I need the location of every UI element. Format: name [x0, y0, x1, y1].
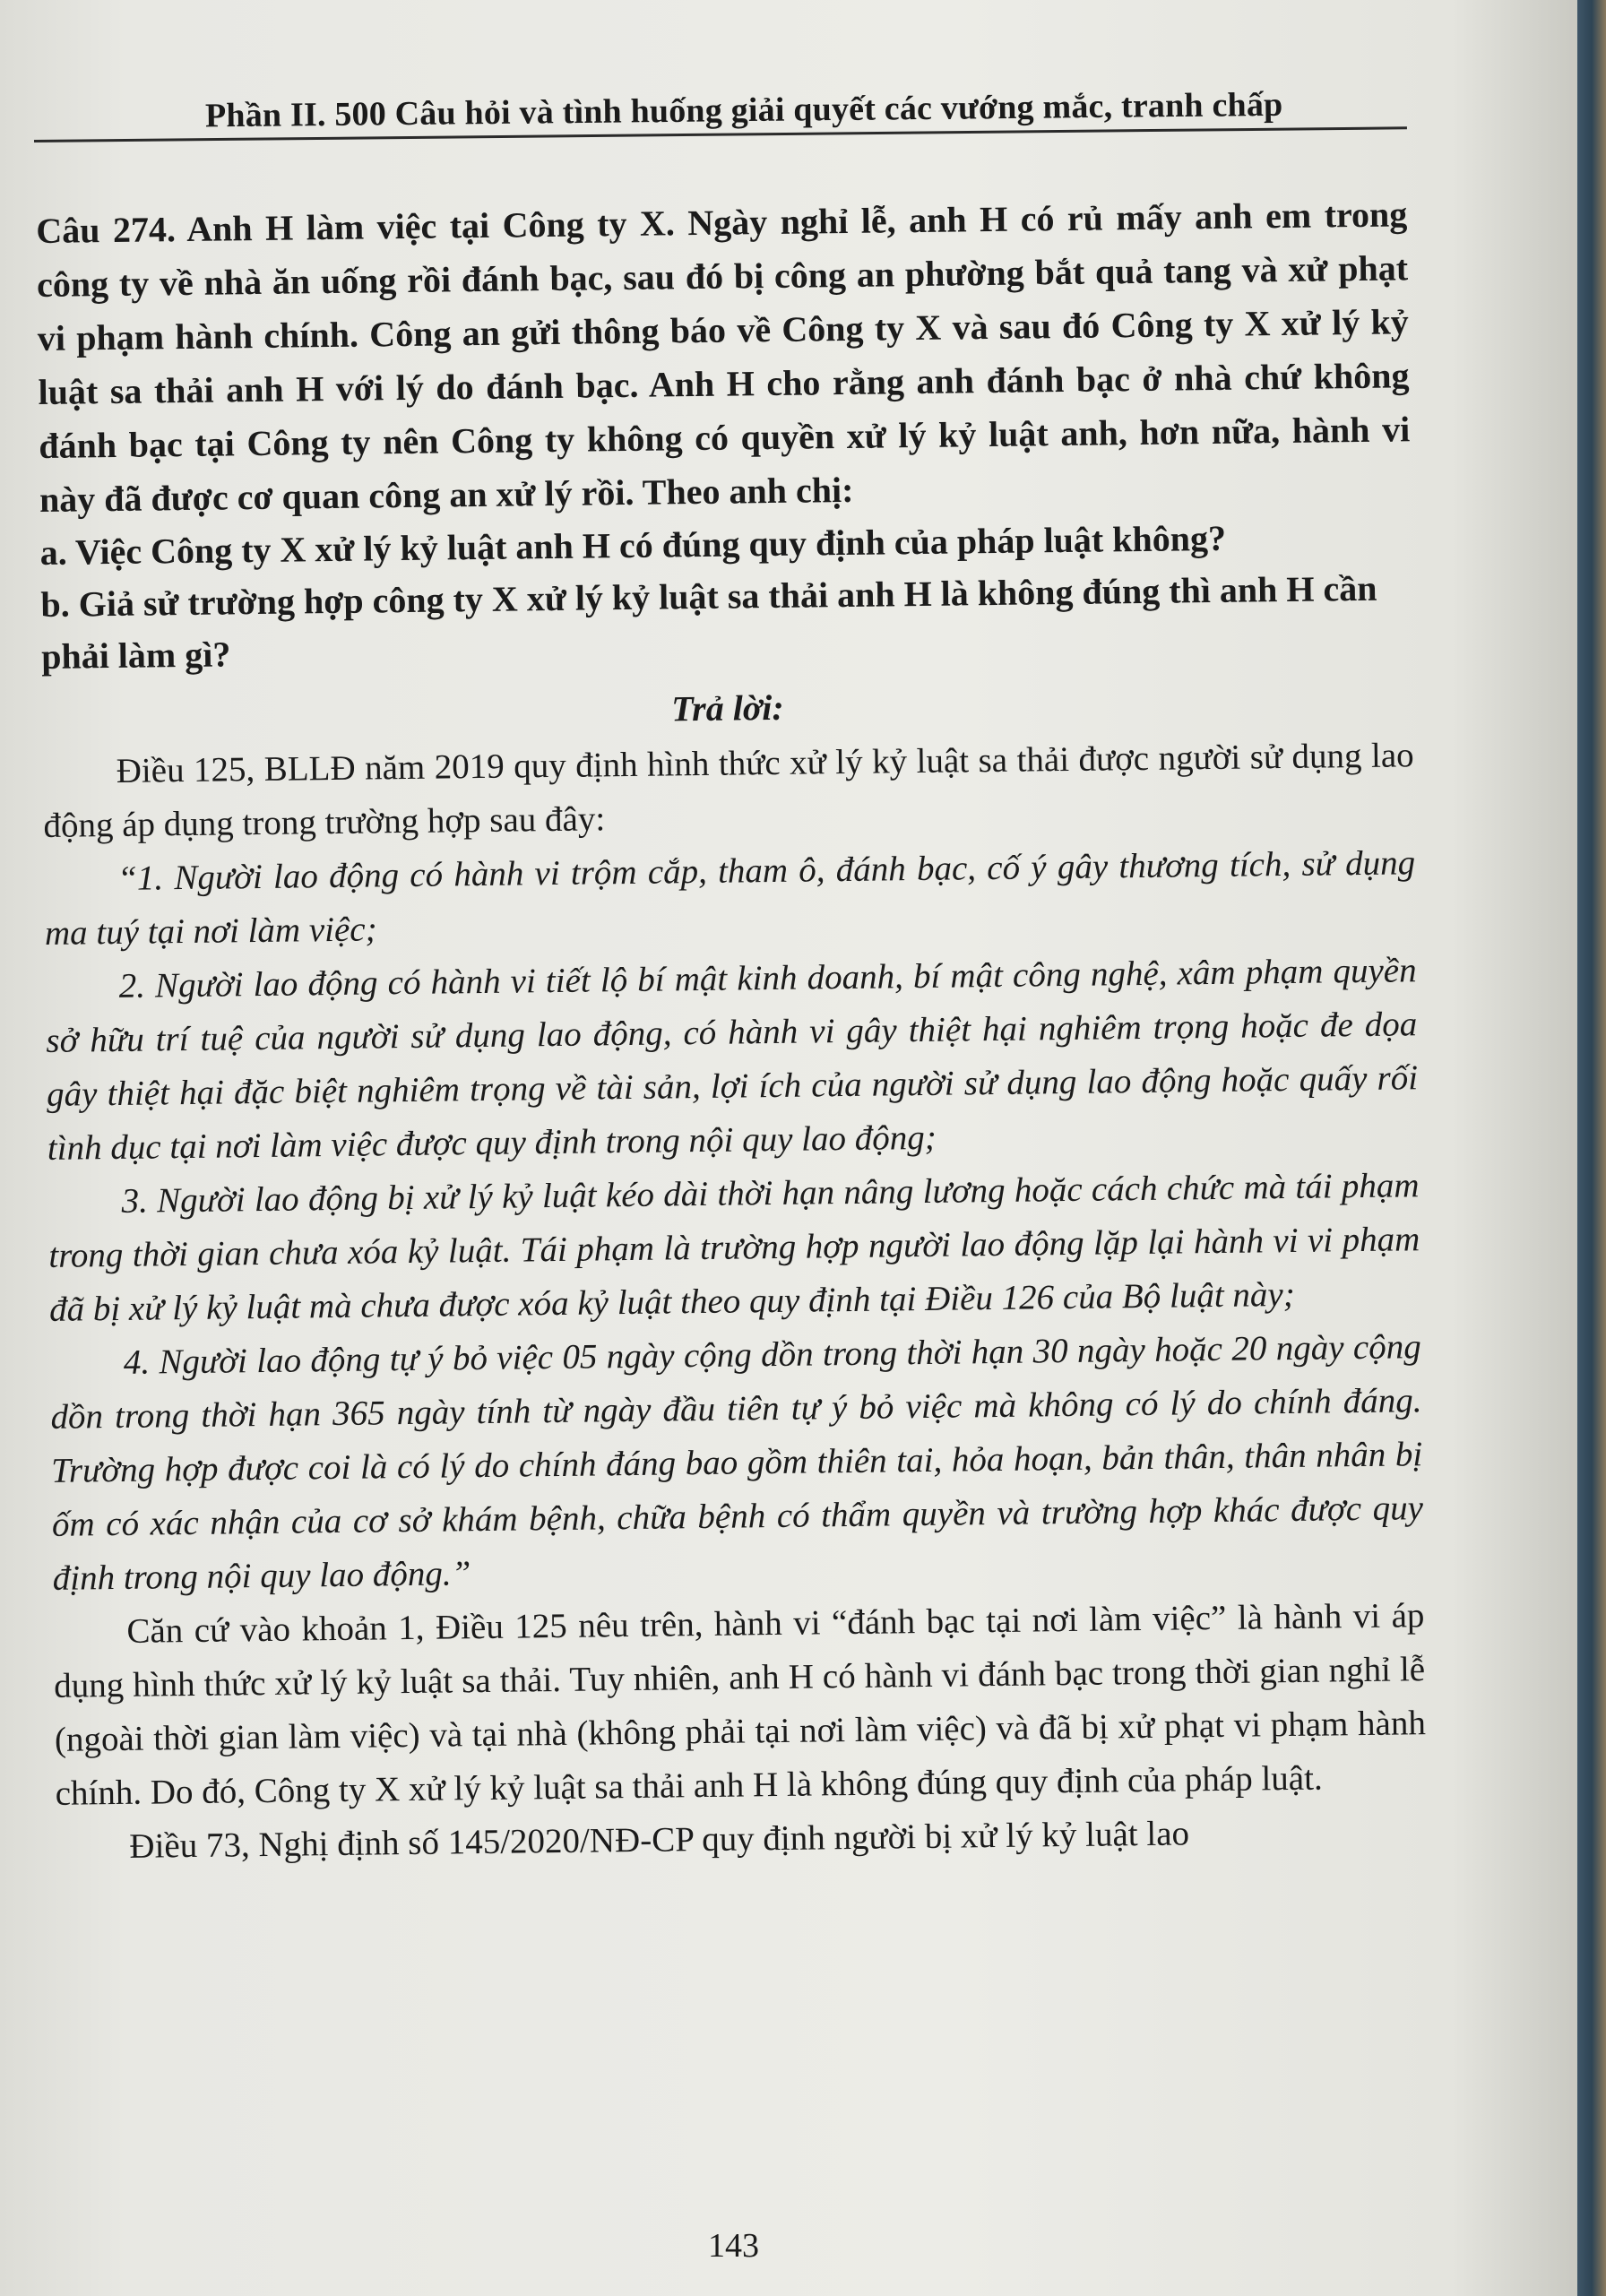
page-number: 143: [708, 2227, 759, 2265]
answer-continuation: Điều 73, Nghị định số 145/2020/NĐ-CP quy định người bị xử lý kỷ luật lao: [129, 1814, 1190, 1866]
quoted-clause-3: 3. Người lao động bị xử lý kỷ luật kéo dài thời hạn nâng lương hoặc cách chức mà tái phạm trong thời gian chưa xóa kỷ luật. Tái phạm là trường hợp người lao động lặp lại hành vi vi phạm đã bị xử lý kỷ luật mà chưa được xóa kỷ luật theo quy định tại Điều 126 của Bộ luật này;: [48, 1166, 1420, 1329]
question-part-b: b. Giả sử trường hợp công ty X xử lý kỷ luật sa thải anh H là không đúng thì anh H cần phải làm gì?: [40, 567, 1377, 677]
answer-intro: Điều 125, BLLĐ năm 2019 quy định hình thức xử lý kỷ luật sa thải được người sử dụng lao động áp dụng trong trường hợp sau đây:: [43, 736, 1414, 845]
quoted-clause-1: “1. Người lao động có hành vi trộm cắp, tham ô, đánh bạc, cố ý gây thương tích, sử dụng ma tuý tại nơi làm việc;: [44, 843, 1416, 953]
answer-heading: Trả lời:: [670, 686, 784, 729]
book-edge: [1577, 0, 1606, 2296]
question-part-a: a. Việc Công ty X xử lý kỷ luật anh H có đúng quy định của pháp luật không?: [39, 517, 1227, 573]
page-body: [36, 187, 1428, 1875]
question-text: Câu 274. Anh H làm việc tại Công ty X. Ngày nghỉ lễ, anh H có rủ mấy anh em trong công ty về nhà ăn uống rồi đánh bạc, sau đó bị công an phường bắt quả tang và xử phạt vi phạm hành chính. Công an gửi thông báo về Công ty X và sau đó Công ty X xử lý kỷ luật sa thải anh H với lý do đánh bạc. Anh H cho rằng anh đánh bạc ở nhà chứ không đánh bạc tại Công ty nên Công ty không có quyền xử lý kỷ luật anh, hơn nữa, hành vi này đã được cơ quan công an xử lý rồi. Theo anh chị:: [36, 194, 1411, 520]
quoted-clause-4: 4. Người lao động tự ý bỏ việc 05 ngày cộng dồn trong thời hạn 30 ngày hoặc 20 ngày cộng dồn trong thời hạn 365 ngày tính từ ngày đầu tiên tự ý bỏ việc mà không có lý do chính đáng. Trường hợp được coi là có lý do chính đáng bao gồm thiên tai, hỏa hoạn, bản thân, thân nhân bị ốm có xác nhận của cơ sở khám bệnh, chữa bệnh có thẩm quyền và trường hợp khác được quy định trong nội quy lao động.”: [50, 1327, 1424, 1598]
quoted-clause-2: 2. Người lao động có hành vi tiết lộ bí mật kinh doanh, bí mật công nghệ, xâm phạm quyền sở hữu trí tuệ của người sử dụng lao động, có hành vi gây thiệt hại nghiêm trọng hoặc đe dọa gây thiệt hại đặc biệt nghiêm trọng về tài sản, lợi ích của người sử dụng lao động hoặc quấy rối tình dục tại nơi làm việc được quy định trong nội quy lao động;: [46, 951, 1419, 1168]
answer-analysis: Căn cứ vào khoản 1, Điều 125 nêu trên, hành vi “đánh bạc tại nơi làm việc” là hành vi áp dụng hình thức xử lý kỷ luật sa thải. Tuy nhiên, anh H có hành vi đánh bạc trong thời gian nghỉ lễ (ngoài thời gian làm việc) và tại nhà (không phải tại nơi làm việc) và đã bị xử phạt vi phạm hành chính. Do đó, Công ty X xử lý kỷ luật sa thải anh H là không đúng quy định của pháp luật.: [53, 1596, 1427, 1813]
running-header: Phần II. 500 Câu hỏi và tình huống giải quyết các vướng mắc, tranh chấp: [204, 85, 1283, 135]
